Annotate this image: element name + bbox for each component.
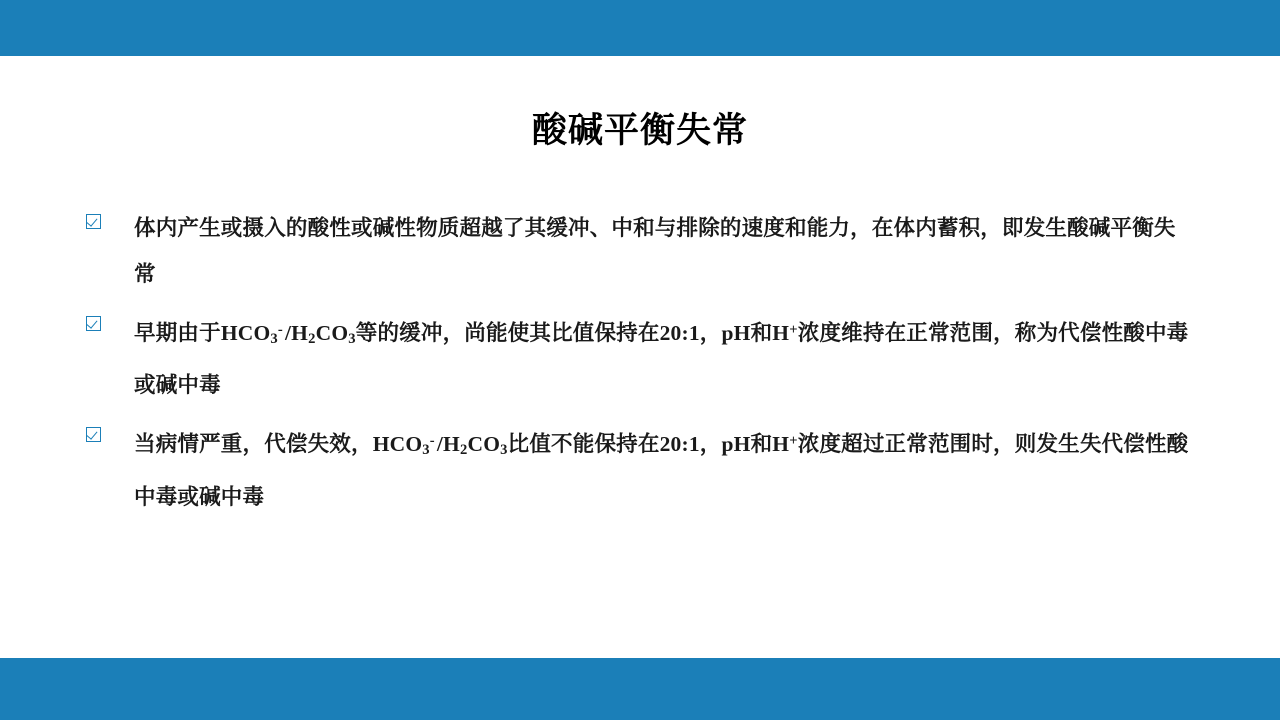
page-title: 酸碱平衡失常 xyxy=(531,111,748,150)
list-item xyxy=(86,418,1196,519)
checkbox-checked-icon xyxy=(86,214,101,229)
checkbox-checked-icon xyxy=(86,316,101,331)
list-item xyxy=(86,307,1196,408)
top-accent-bar xyxy=(0,0,1280,56)
bottom-accent-bar xyxy=(0,658,1280,720)
checkbox-checked-icon xyxy=(86,427,101,442)
list-item-text: 体内产生或摄入的酸性或碱性物质超越了其缓冲、中和与排除的速度和能力，在体内蓄积，即发生酸碱平衡失常 xyxy=(134,216,1176,286)
bullet-list xyxy=(86,205,1196,530)
list-item xyxy=(86,205,1196,297)
list-item-text: 当病情严重，代偿失效，$HCO_3^-$ $/H_2CO_3$比值不能保持在20:1，pH和H+浓度超过正常范围时，则发生失代偿性酸中毒或碱中毒 xyxy=(134,432,1189,509)
list-item-text: 早期由于$HCO_3^-$ $/H_2CO_3$等的缓冲，尚能使其比值保持在20:1，pH和H+浓度维持在正常范围，称为代偿性酸中毒或碱中毒 xyxy=(134,321,1189,398)
